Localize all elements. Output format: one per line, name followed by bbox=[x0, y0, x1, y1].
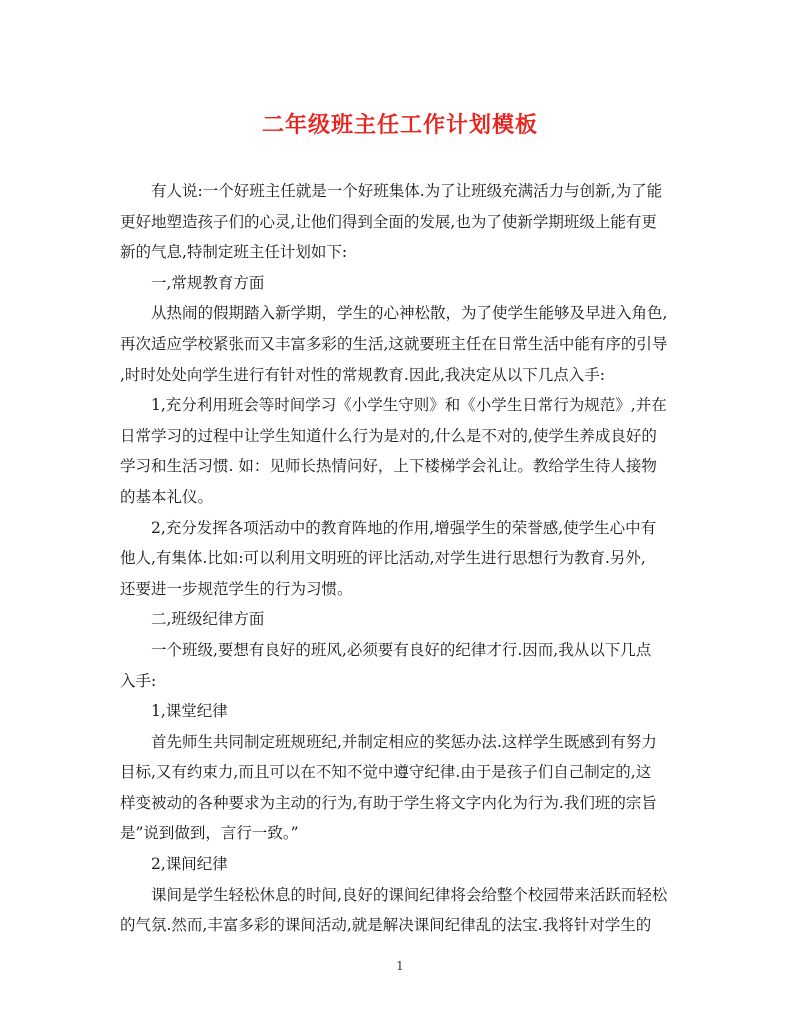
text-line: 是”说到做到，言行一致。” bbox=[120, 824, 299, 843]
text-line: 再次适应学校紧张而又丰富多彩的生活,这就要班主任在日常生活中能有序的引导 bbox=[120, 334, 668, 353]
text-line: 更好地塑造孩子们的心灵,让他们得到全面的发展,也为了使新学期班级上能有更 bbox=[120, 212, 657, 231]
text-line: 的基本礼仪。 bbox=[120, 487, 214, 506]
text-line: 1,充分利用班会等时间学习《小学生守则》和《小学生日常行为规范》,并在 bbox=[151, 396, 667, 415]
text-line: 2,充分发挥各项活动中的教育阵地的作用,增强学生的荣誉感,使学生心中有 bbox=[151, 518, 657, 537]
text-line: 日常学习的过程中让学生知道什么行为是对的,什么是不对的,使学生养成良好的 bbox=[120, 426, 657, 445]
text-line: 学习和生活习惯. 如：见师长热情问好，上下楼梯学会礼让。教给学生待人接物 bbox=[120, 457, 657, 476]
text-line: 新的气息,特制定班主任计划如下: bbox=[120, 243, 348, 262]
text-line: 首先师生共同制定班规班纪,并制定相应的奖惩办法.这样学生既感到有努力 bbox=[151, 732, 657, 751]
text-line: 从热闹的假期踏入新学期，学生的心神松散，为了使学生能够及早进入角色, bbox=[151, 304, 668, 323]
text-line: 还要进一步规范学生的行为习惯。 bbox=[120, 579, 353, 598]
section-heading: 一,常规教育方面 bbox=[151, 273, 265, 292]
text-line: 样变被动的各种要求为主动的行为,有助于学生将文字内化为行为.我们班的宗旨 bbox=[120, 793, 657, 812]
document-body bbox=[120, 176, 680, 941]
text-line: 入手: bbox=[120, 671, 157, 690]
subsection-heading: 2,课间纪律 bbox=[151, 855, 228, 874]
text-line: 目标,又有约束力,而且可以在不知不觉中遵守纪律.由于是孩子们自己制定的,这 bbox=[120, 763, 652, 782]
text-line: 他人,有集体.比如:可以利用文明班的评比活动,对学生进行思想行为教育.另外, bbox=[120, 549, 646, 568]
text-line: 课间是学生轻松休息的时间,良好的课间纪律将会给整个校园带来活跃而轻松 bbox=[151, 885, 668, 904]
page-number: 1 bbox=[396, 959, 404, 973]
text-line: 有人说:一个好班主任就是一个好班集体.为了让班级充满活力与创新,为了能 bbox=[151, 182, 663, 200]
document-title: 二年级班主任工作计划模板 bbox=[261, 112, 538, 138]
text-line: 一个班级,要想有良好的班风,必须要有良好的纪律才行.因而,我从以下几点 bbox=[151, 640, 652, 659]
subsection-heading: 1,课堂纪律 bbox=[151, 702, 228, 721]
text-line: ,时时处处向学生进行有针对性的常规教育.因此,我决定从以下几点入手: bbox=[120, 365, 606, 384]
text-line: 的气氛.然而,丰富多彩的课间活动,就是解决课间纪律乱的法宝.我将针对学生的 bbox=[120, 916, 652, 935]
section-heading: 二,班级纪律方面 bbox=[151, 610, 265, 629]
